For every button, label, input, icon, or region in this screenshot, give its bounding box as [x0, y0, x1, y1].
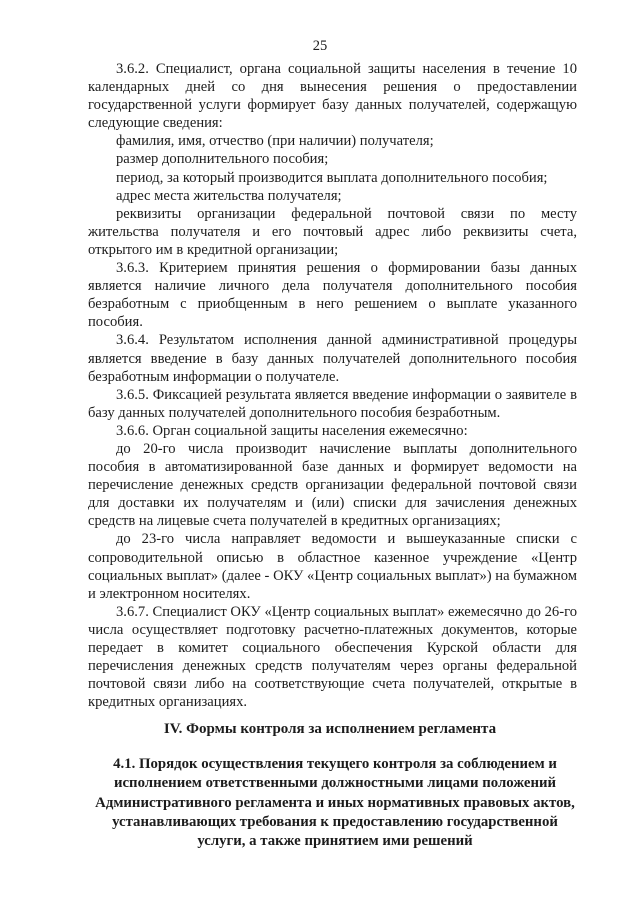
body-text — [88, 60, 577, 711]
page-number: 25 — [312, 38, 328, 54]
section-heading: IV. Формы контроля за исполнением регламента — [163, 721, 497, 737]
list-item-full-name: фамилия, имя, отчество (при наличии) получателя; — [116, 133, 434, 150]
list-item-allowance-amount: размер дополнительного пособия; — [116, 151, 329, 168]
list-item-payment-period: период, за который производится выплата дополнительного пособия; — [116, 169, 548, 186]
paragraph-3-6-5: 3.6.5. Фиксацией результата является введение информации о заявителе в базу данных получателей дополнительного пособия безработным. — [88, 386, 577, 421]
paragraph-3-6-6: 3.6.6. Орган социальной защиты населения ежемесячно: — [116, 422, 468, 439]
list-item-23rd: до 23-го числа направляет ведомости и вышеуказанные списки с сопроводительной описью в областное казенное учреждение «Центр социальных выплат» (далее - ОКУ «Центр социальных выплат») на бумажном и электронном носителях. — [88, 531, 577, 602]
paragraph-3-6-3: 3.6.3. Критерием принятия решения о формировании базы данных является наличие личного дела получателя дополнительного пособия безработным с приобщенным в него решением о выплате указанного пособия. — [88, 260, 577, 331]
list-item-20th: до 20-го числа производит начисление выплаты дополнительного пособия в автоматизированной базе данных и формирует ведомости на перечисление денежных средств организации федеральной почтовой связи для доставки их получателям и (или) списки для зачисления денежных средств на лицевые счета получателей в кредитных организациях; — [88, 440, 577, 530]
paragraph-3-6-7: 3.6.7. Специалист ОКУ «Центр социальных выплат» ежемесячно до 26-го числа осуществляет подготовку расчетно-платежных документов, которые передает в комитет социального обеспечения Курской области для перечисления денежных средств получателям через органы федеральной почтовой связи либо на соответствующие счета получателей, открытые в кредитных организациях. — [88, 603, 577, 711]
list-item-residence-address: адрес места жительства получателя; — [116, 187, 342, 204]
subsection-heading: 4.1. Порядок осуществления текущего контроля за соблюдением и исполнением ответственными должностными лицами положений Административного регламента и иных нормативных правовых актов, устанавливающих требования к предоставлению государственной услуги, а также принятием ими решений — [95, 756, 575, 850]
paragraph-3-6-2: 3.6.2. Специалист, органа социальной защиты населения в течение 10 календарных дней со дня вынесения решения о предоставлении государственной услуги формирует базу данных получателей, содержащую следующие сведения: — [88, 61, 577, 132]
list-item-postal-details: реквизиты организации федеральной почтовой связи по месту жительства получателя и его почтовый адрес либо реквизиты счета, открытого им в кредитной организации; — [88, 205, 577, 258]
paragraph-3-6-4: 3.6.4. Результатом исполнения данной административной процедуры является введение в базу данных получателей дополнительного пособия безработным информации о получателе. — [88, 332, 577, 385]
